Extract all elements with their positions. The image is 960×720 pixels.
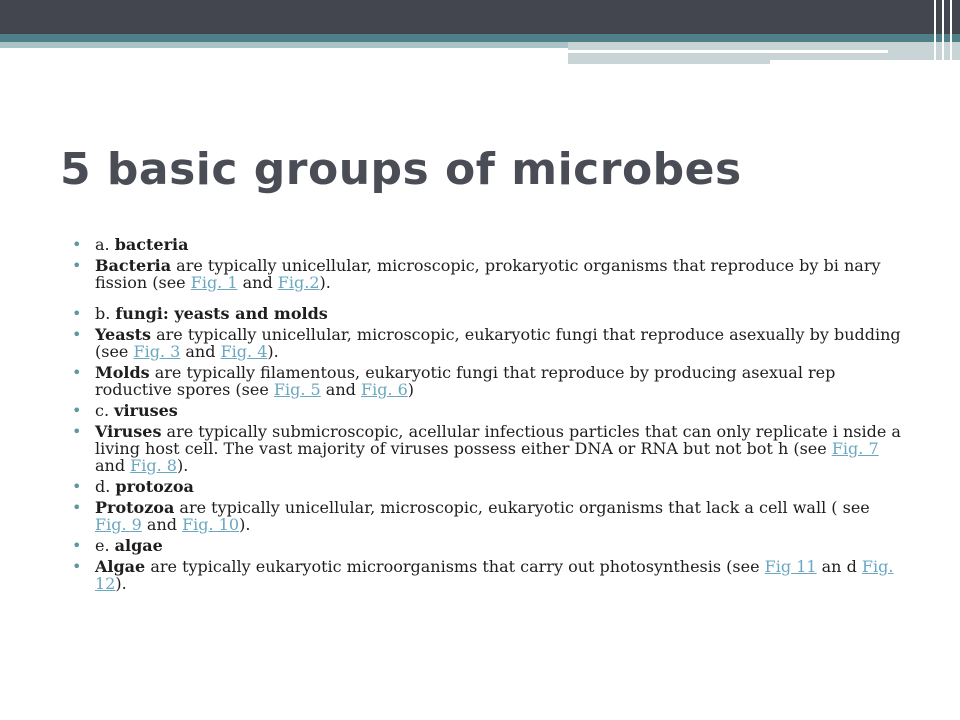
item-text: are typically unicellular, microscopic, prokaryotic organisms that reproduce by bi nary fission (see — [95, 256, 881, 292]
bullet-icon: • — [72, 477, 82, 496]
figure-link[interactable]: Fig. 6 — [360, 380, 408, 399]
header-bar-teal — [0, 34, 960, 42]
slide-body — [72, 236, 902, 596]
item-text: and — [320, 380, 361, 399]
item-bold: Algae — [95, 557, 146, 576]
item-prefix: b. — [95, 304, 116, 323]
item-text: and — [95, 456, 131, 475]
bullet-icon: • — [72, 498, 82, 517]
bullet-icon: • — [72, 363, 82, 382]
list-item-viruses-desc — [72, 423, 902, 474]
bullet-icon: • — [72, 557, 82, 576]
header-bar-teal-light — [0, 42, 568, 48]
item-text: ) — [407, 380, 415, 399]
item-bold: Protozoa — [95, 498, 175, 517]
item-bold: fungi: yeasts and molds — [115, 304, 328, 323]
header-bar-dark — [0, 0, 960, 34]
item-bold: Viruses — [95, 422, 162, 441]
figure-link[interactable]: Fig. 7 — [831, 439, 879, 458]
list-item-yeasts-desc — [72, 326, 902, 360]
list-item-molds-desc — [72, 364, 902, 398]
bullet-icon: • — [72, 325, 82, 344]
item-bold: bacteria — [114, 235, 189, 254]
item-prefix: a. — [95, 235, 115, 254]
list-item-heading-algae — [72, 537, 902, 554]
item-text: and — [180, 342, 221, 361]
item-text: ). — [319, 273, 331, 292]
item-bold: Molds — [95, 363, 150, 382]
item-bold: Yeasts — [95, 325, 151, 344]
item-bold: protozoa — [115, 477, 194, 496]
figure-link[interactable]: Fig. 12 — [95, 557, 894, 593]
figure-link[interactable]: Fig. 10 — [182, 515, 240, 534]
list-item-bacteria-desc — [72, 257, 902, 291]
item-prefix: d. — [95, 477, 116, 496]
item-text: ). — [115, 574, 127, 593]
item-text: are typically submicroscopic, acellular infectious particles that can only replicate i nside a living host cell. The vast majority of viruses possess either DNA or RNA but not bot h (see — [95, 422, 901, 458]
item-text: an d — [816, 557, 862, 576]
bullet-icon: • — [72, 235, 82, 254]
header-accent-line — [568, 50, 888, 53]
item-bold: viruses — [114, 401, 178, 420]
item-text: ). — [267, 342, 279, 361]
slide-title: 5 basic groups of microbes — [60, 144, 742, 195]
header-vertical-lines — [930, 0, 960, 64]
list-item-heading-bacteria — [72, 236, 902, 253]
item-text: are typically unicellular, microscopic, eukaryotic fungi that reproduce asexually by budding (see — [95, 325, 901, 361]
item-prefix: e. — [95, 536, 115, 555]
figure-link[interactable]: Fig. 8 — [130, 456, 177, 475]
item-text: are typically unicellular, microscopic, eukaryotic organisms that lack a cell wall ( see — [174, 498, 870, 517]
item-prefix: c. — [95, 401, 115, 420]
bullet-icon: • — [72, 536, 82, 555]
list-item-algae-desc — [72, 558, 902, 592]
figure-link[interactable]: Fig. 5 — [273, 380, 321, 399]
item-bold: Bacteria — [95, 256, 172, 275]
list-item-heading-fungi — [72, 305, 902, 322]
item-text: are typically filamentous, eukaryotic fungi that reproduce by producing asexual rep roductive spores (see — [95, 363, 836, 399]
item-text: and — [141, 515, 183, 534]
bullet-icon: • — [72, 304, 82, 323]
figure-link[interactable]: Fig 11 — [764, 557, 817, 576]
bullet-icon: • — [72, 401, 82, 420]
figure-link[interactable]: Fig. 9 — [95, 515, 142, 534]
figure-link[interactable]: Fig. 1 — [190, 273, 238, 292]
list-item-heading-protozoa — [72, 478, 902, 495]
list-item-protozoa-desc — [72, 499, 902, 533]
item-text: and — [237, 273, 278, 292]
item-text: ). — [176, 456, 189, 475]
item-text: are typically eukaryotic microorganisms that carry out photosynthesis (see — [145, 557, 765, 576]
bullet-icon: • — [72, 422, 82, 441]
figure-link[interactable]: Fig. 4 — [220, 342, 268, 361]
list-item-heading-viruses — [72, 402, 902, 419]
figure-link[interactable]: Fig.2 — [277, 273, 320, 292]
bullet-icon: • — [72, 256, 82, 275]
item-text: ). — [239, 515, 251, 534]
figure-link[interactable]: Fig. 3 — [133, 342, 181, 361]
item-bold: algae — [114, 536, 163, 555]
